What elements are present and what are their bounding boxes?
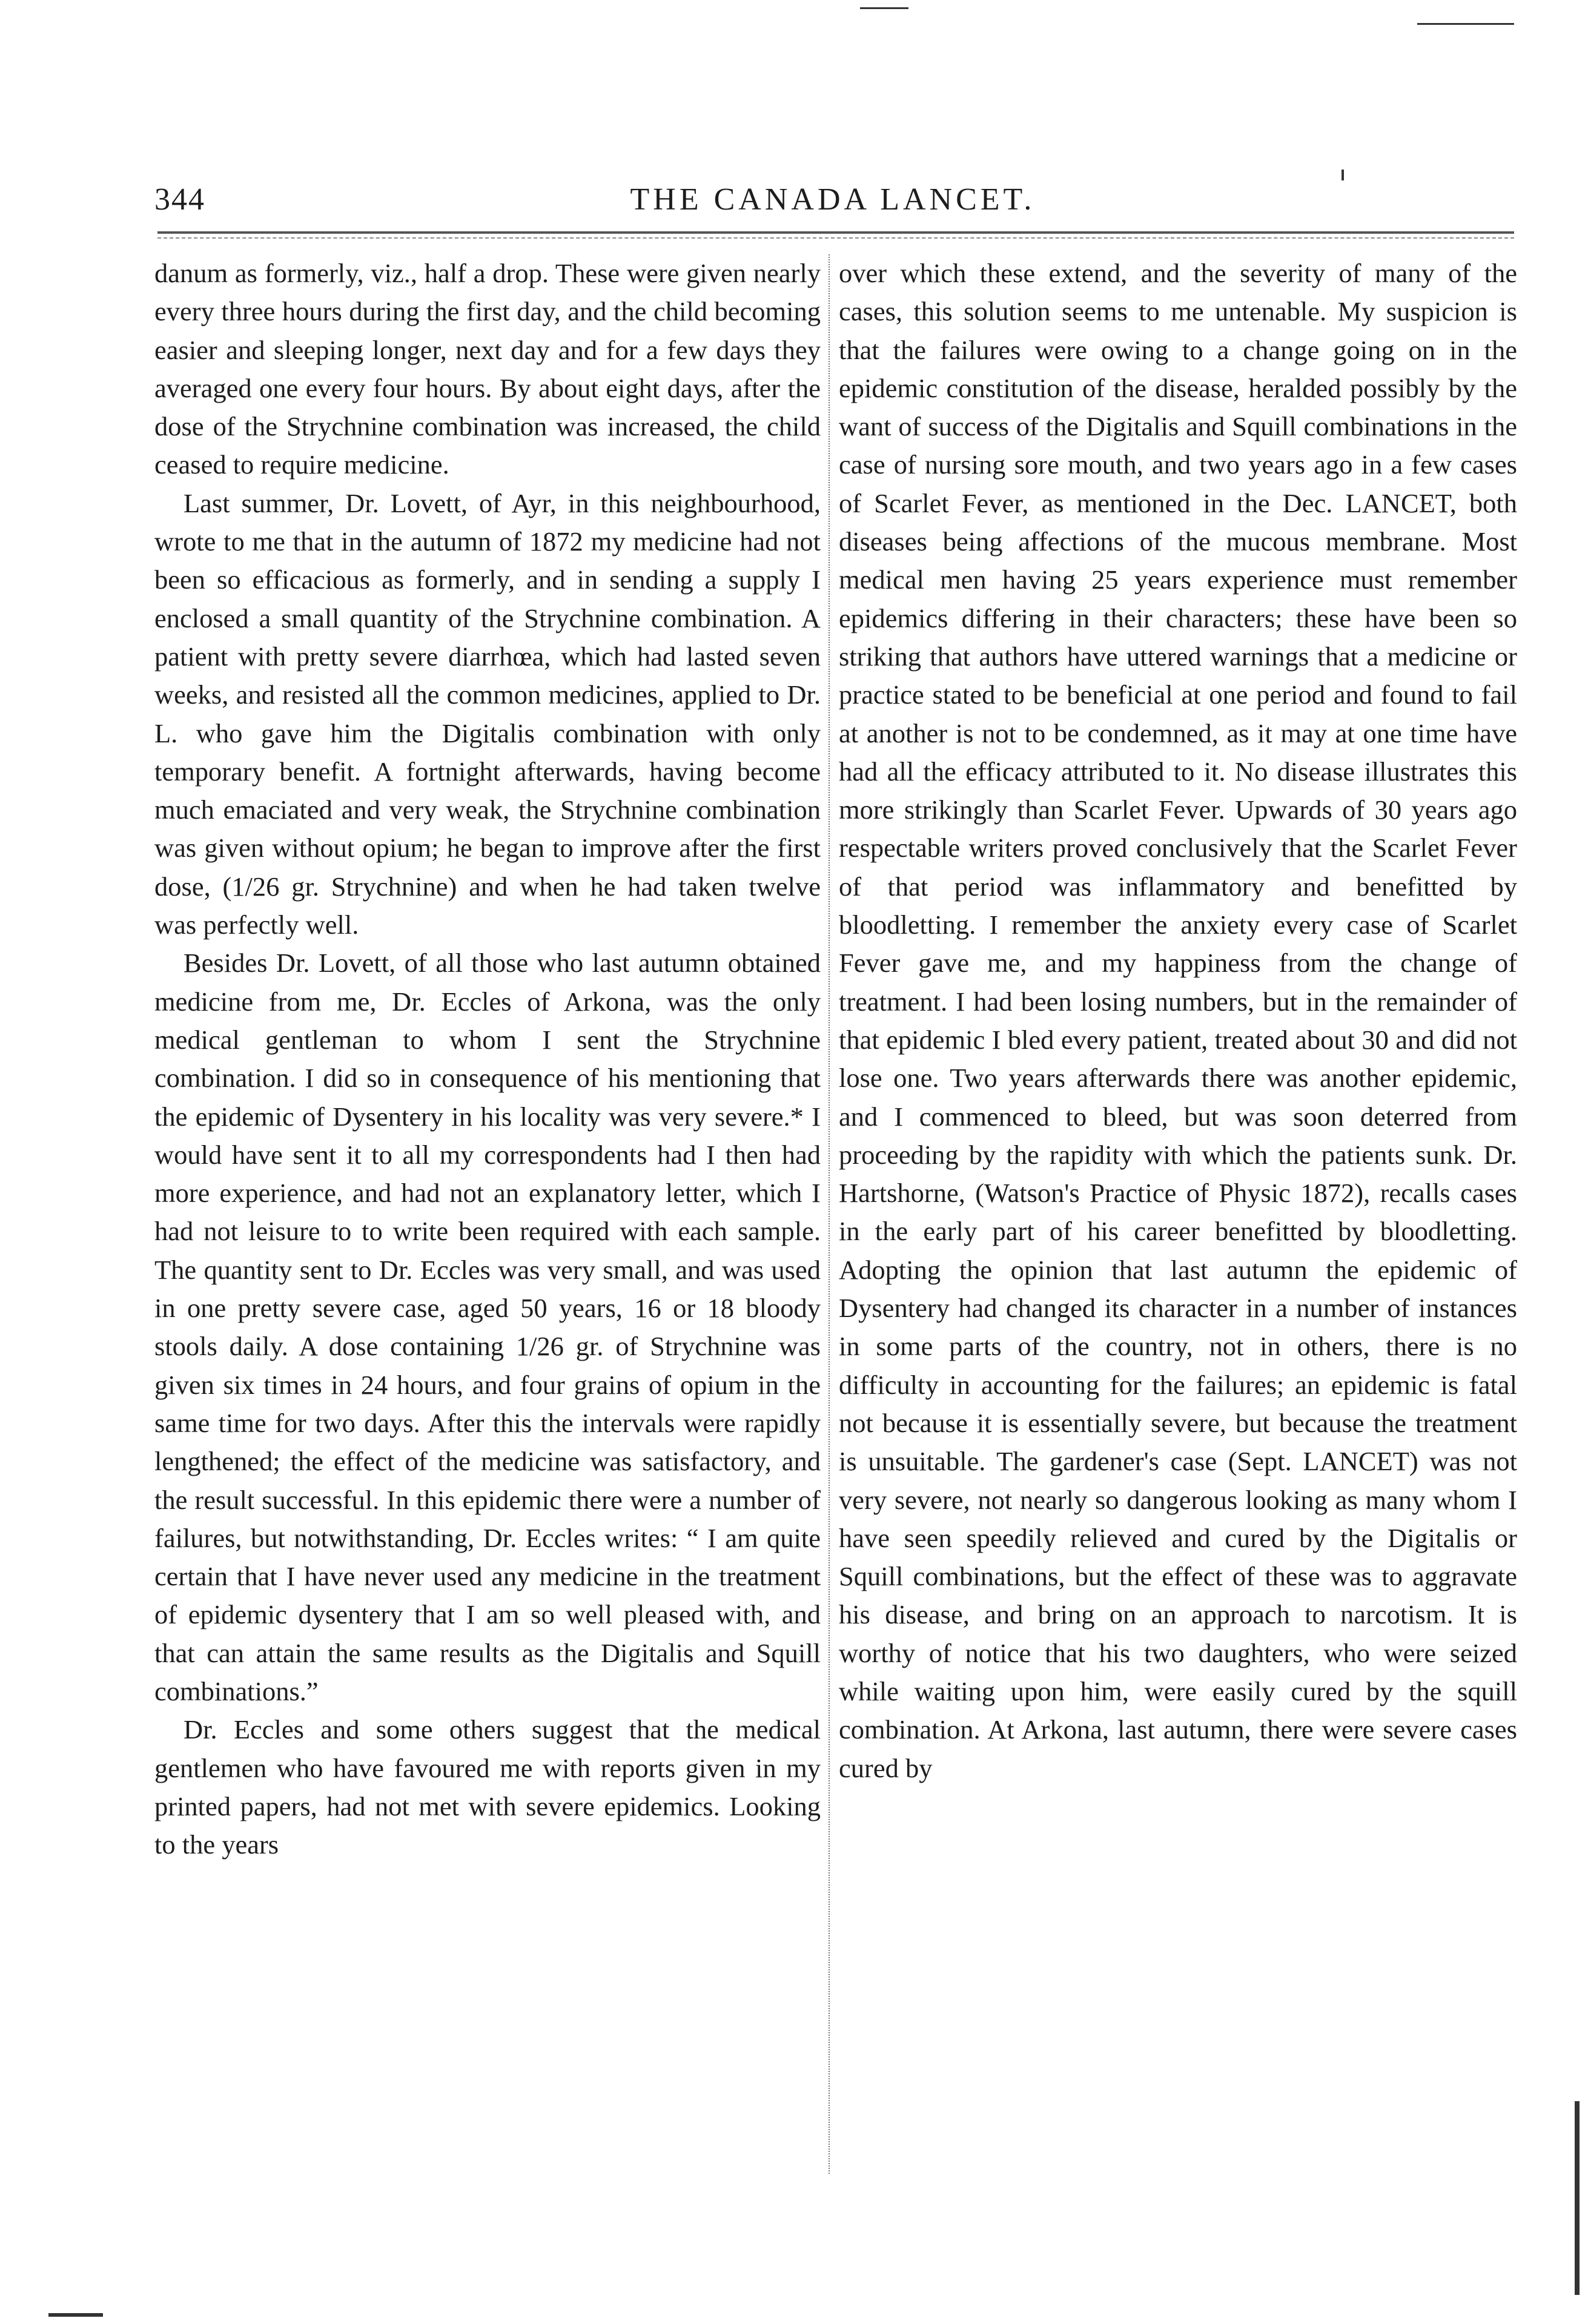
page-edge-mark bbox=[48, 2313, 103, 2317]
left-column bbox=[154, 254, 821, 2240]
paragraph: Besides Dr. Lovett, of all those who last autumn obtained medicine from me, Dr. Eccles of Arkona, was the only medical gentleman to whom I sent the Strychnine combination. I did so in consequence of his mentioning that the epidemic of Dysentery in his locality was very severe.* I would have sent it to all my correspondents had I then had more experience, and had not an explanatory letter, which I had not leisure to to write been required with each sample. The quantity sent to Dr. Eccles was very small, and was used in one pretty severe case, aged 50 years, 16 or 18 bloody stools daily. A dose containing 1/26 gr. of Strychnine was given six times in 24 hours, and four grains of opium in the same time for two days. After this the intervals were rapidly lengthened; the effect of the medicine was satisfactory, and the result successful. In this epidemic there were a number of failures, but notwithstanding, Dr. Eccles writes: “ I am quite certain that I have never used any medicine in the treatment of epidemic dysentery that I am so well pleased with, and that can attain the same results as the Digitalis and Squill combinations.” bbox=[154, 948, 821, 1706]
paragraph: over which these extend, and the severity of many of the cases, this solution seems to me untenable. My suspicion is that the failures were owing to a change going on in the epidemic constitution of the disease, heralded possibly by the want of success of the Digitalis and Squill combinations in the case of nursing sore mouth, and two years ago in a few cases of Scarlet Fever, as mentioned in the Dec. LANCET, both diseases being affections of the mucous membrane. Most medical men having 25 years experience must remember epidemics differing in their characters; these have been so striking that authors have uttered warnings that a medicine or practice stated to be beneficial at one period and found to fail at another is not to be condemned, as it may at one time have had all the efficacy attributed to it. No disease illustrates this more strikingly than Scarlet Fever. Upwards of 30 years ago respectable writers proved conclusively that the Scarlet Fever of that period was inflammatory and benefitted by bloodletting. I remember the anxiety every case of Scarlet Fever gave me, and my happiness from the change of treatment. I had been losing numbers, but in the remainder of that epidemic I bled every patient, treated about 30 and did not lose one. Two years afterwards there was another epidemic, and I commenced to bleed, but was soon deterred from proceeding by the rapidity with which the patients sunk. Dr. Hartshorne, (Watson's Practice of Physic 1872), recalls cases in the early part of his career benefitted by bloodletting. Adopting the opinion that last autumn the epidemic of Dysentery had changed its character in a number of instances in some parts of the country, not in others, there is no difficulty in accounting for the failures; an epidemic is fatal not because it is essentially severe, but because the treatment is unsuitable. The gardener's case (Sept. LANCET) was not very severe, not nearly so dangerous looking as many whom I have seen speedily relieved and cured by the Digitalis or Squill combinations, but the effect of these was to aggravate his disease, and bring on an approach to narcotism. It is worthy of notice that his two daughters, who were seized while waiting upon him, were easily cured by the squill combination. At Arkona, last autumn, there were severe cases cured by bbox=[839, 258, 1517, 1783]
header-rule bbox=[157, 231, 1514, 234]
page-header bbox=[154, 177, 1511, 225]
header-rule-dashed bbox=[157, 237, 1514, 239]
print-speck bbox=[1417, 23, 1514, 25]
right-column bbox=[839, 254, 1517, 2240]
print-speck bbox=[860, 7, 908, 9]
page-edge-mark bbox=[1575, 2101, 1580, 2295]
paragraph: danum as formerly, viz., half a drop. These were given nearly every three hours during the first day, and the child becoming easier and sleeping longer, next day and for a few days they averaged one every four hours. By about eight days, after the dose of the Strychnine combination was increased, the child ceased to require medicine. bbox=[154, 258, 821, 480]
paragraph: Dr. Eccles and some others suggest that the medical gentlemen who have favoured me with reports given in my printed papers, had not met with severe epidemics. Looking to the years bbox=[154, 1714, 821, 1860]
column-divider bbox=[829, 254, 830, 2174]
running-title: THE CANADA LANCET. bbox=[630, 182, 1036, 217]
page-number: 344 bbox=[154, 182, 205, 217]
paragraph: Last summer, Dr. Lovett, of Ayr, in this neighbourhood, wrote to me that in the autumn of 1872 my medicine had not been so efficacious as formerly, and in sending a supply I enclosed a small quantity of the Strychnine combination. A patient with pretty severe diarrhœa, which had lasted seven weeks, and resisted all the common medicines, applied to Dr. L. who gave him the Digitalis combination with only temporary benefit. A fortnight afterwards, having become much emaciated and very weak, the Strychnine combination was given without opium; he began to improve after the first dose, (1/26 gr. Strychnine) and when he had taken twelve was perfectly well. bbox=[154, 487, 821, 940]
print-speck bbox=[1342, 170, 1344, 180]
